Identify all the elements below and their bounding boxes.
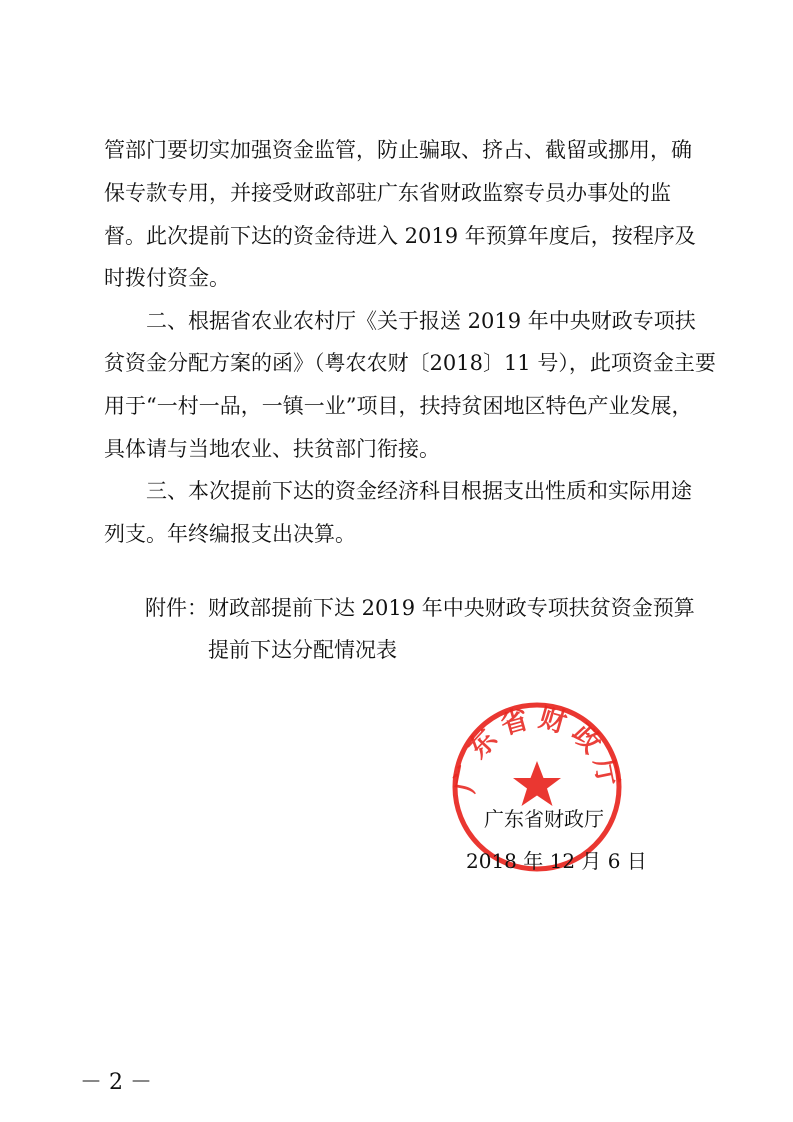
paragraph-3-line-1: 三、本次提前下达的资金经济科目根据支出性质和实际用途 [104, 479, 692, 503]
body-line-3: 督。此次提前下达的资金待进入 2019 年预算年度后，按程序及 [104, 224, 696, 248]
page-number: － 2 － [80, 1070, 152, 1095]
issue-date: 2018 年 12 月 6 日 [466, 849, 647, 873]
paragraph-2-line-2: 贫资金分配方案的函》（粤农农财〔2018〕11 号），此项资金主要 [104, 351, 716, 375]
attachment-line-2: 提前下达分配情况表 [208, 638, 397, 662]
attachment-line-1: 附件：财政部提前下达 2019 年中央财政专项扶贫资金预算 [145, 596, 695, 620]
body-line-2: 保专款专用，并接受财政部驻广东省财政监察专员办事处的监 [104, 181, 671, 205]
paragraph-2-line-1: 二、根据省农业农村厅《关于报送 2019 年中央财政专项扶 [104, 309, 696, 333]
paragraph-2-line-3: 用于“一村一品，一镇一业”项目，扶持贫困地区特色产业发展， [104, 394, 693, 418]
issuer-name: 广东省财政厅 [484, 807, 604, 831]
paragraph-2-line-4: 具体请与当地农业、扶贫部门衔接。 [104, 437, 440, 461]
seal-text: 广东省财政厅 [449, 702, 625, 796]
body-line-4: 时拨付资金。 [104, 266, 230, 290]
body-line-1: 管部门要切实加强资金监管，防止骗取、挤占、截留或挪用，确 [104, 138, 692, 162]
paragraph-3-line-2: 列支。年终编报支出决算。 [104, 522, 356, 546]
seal-star-icon [513, 761, 561, 806]
